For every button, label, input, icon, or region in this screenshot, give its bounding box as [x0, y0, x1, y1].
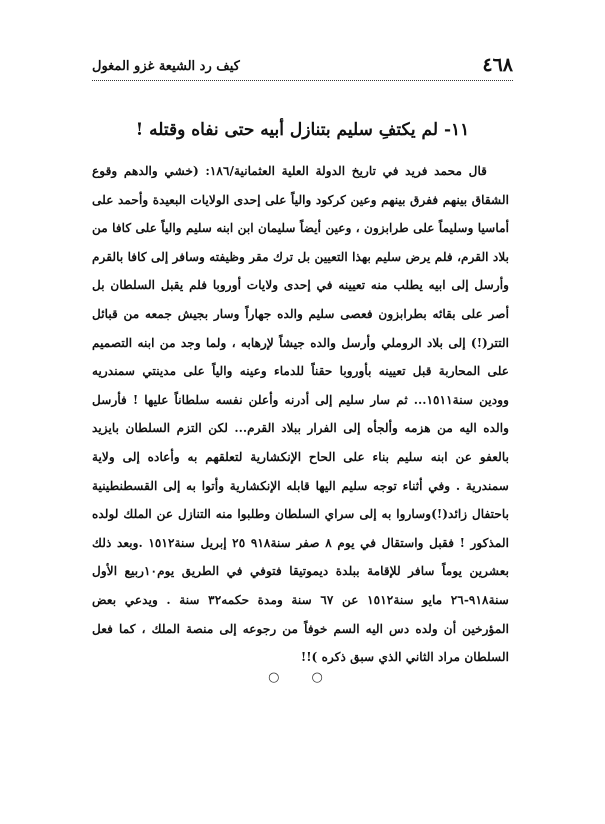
section-separator: ○ ○	[268, 670, 337, 685]
body-paragraph: قال محمد فريد في تاريخ الدولة العلية العثمانية/١٨٦: (خشي والدهم وقوع الشقاق بينهم ففرق بينهم وعين كركود والياً على إحدى الولايات البعيدة وأحمد على أماسيا وسليماً على طرابزون ، وعين أيضاً سليمان ابن ابنه سليم والياً على كافا من بلاد القرم، فلم يرض سليم بهذا التعيين بل ترك مقر وظيفته وسافر إلى كافا بالقرم وأرسل إلى ابيه يطلب منه تعيينه في إحدى ولايات أوروبا فلم يقبل السلطان بل أصر على بقائه بطرابزون فعصى سليم والده جهاراً وسار بجيش جمعه من قبائل التتر(!) إلى بلاد الروملي وأرسل والده جيشاً لإرهابه ، ولما وجد من ابنه التصميم على المحاربة قبل تعيينه بأوروبا حقناً للدماء وعينه والياً على مدينتي سمندريه وودين سنة١٥١١... ثم سار سليم إلى أدرنه وأعلن نفسه سلطاناً عليها ! فأرسل والده اليه من هزمه وألجأه إلى الفرار ببلاد القرم... لكن التزم السلطان بايزيد بالعفو عن ابنه سليم بناء على الحاح الإنكشارية لتعلقهم به وأعاده إلى ولاية سمندرية . وفي أثناء توجه سليم اليها قابله الإنكشارية وأتوا به إلى القسطنطينية باحتفال زائد(!)وساروا به إلى سراي السلطان وطلبوا منه التنازل عن الملك لولده المذكور ! فقبل واستقال في يوم ٨ صفر سنة٩١٨ ٢٥ إبريل سنة١٥١٢ .وبعد ذلك بعشرين يوماً سافر للإقامة ببلدة ديموتيقا فتوفي في الطريق يوم١٠ربيع الأول سنة٩١٨-٢٦ مايو سنة١٥١٢ عن ٦٧ سنة ومدة حكمه٣٢ سنة . ويدعي بعض المؤرخين أن ولده دس اليه السم خوفاً من رجوعه إلى منصة الملك ، كما فعل السلطان مراد الثاني الذي سبق ذكره )!!	[92, 164, 509, 665]
running-header-title: كيف رد الشيعة غزو المغول	[92, 59, 240, 74]
running-header	[92, 54, 513, 81]
section-title: ١١- لم يكتفِ سليم بتنازل أبيه حتى نفاه وقتله !	[135, 120, 470, 140]
page-number: ٤٦٨	[482, 54, 513, 76]
